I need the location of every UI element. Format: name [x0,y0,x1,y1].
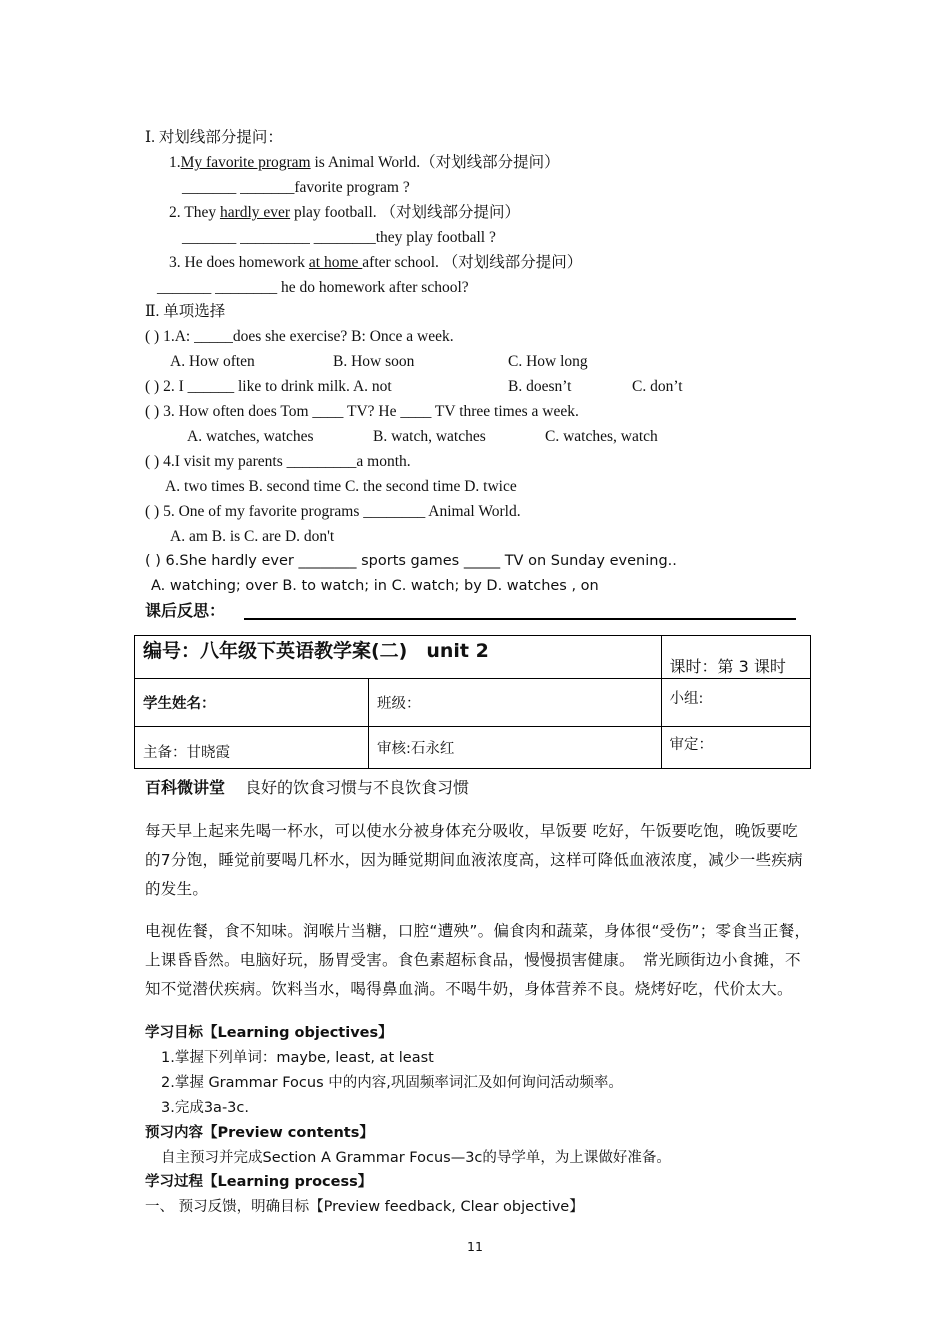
mc-q1-option-c: C. How long [508,353,588,370]
mc-q3-option-b: B. watch, watches [373,428,486,445]
header-period: 课时：第 3 课时 [669,657,786,676]
lecture-label: 百科微讲堂 [145,778,226,797]
student-name-label: 学生姓名： [143,696,216,712]
mc-q2-option-b: B. doesn’t [508,378,572,395]
part1-q1-blanks: _______ _______favorite program ? [182,179,410,196]
reviewer-cell [369,727,662,769]
part2-heading: Ⅱ. 单项选择 [145,303,226,320]
mc-q3-stem: ( ) 3. How often does Tom ____ TV? He ____ TV three times a week. [145,403,579,420]
mc-q1-option-b: B. How soon [333,353,415,370]
lead-teacher: 主备：甘晓霞 [143,745,230,761]
objective-item: 2.掌握 Grammar Focus 中的内容,巩固频率词汇及如何询问活动频率。 [161,1075,623,1091]
part1-q3-blanks: _______ ________ he do homework after school? [157,279,469,296]
group-label: 小组: [669,691,704,707]
mc-q2-option-c: C. don’t [632,378,683,395]
header-title: 编号：八年级下英语教学案(二) unit 2 [143,640,489,662]
approve-label: 审定： [669,737,714,753]
q2-rest: play football. （对划线部分提问） [290,204,521,221]
process-item-1: 一、 预习反馈，明确目标【Preview feedback, Clear objective】 [145,1199,584,1215]
mc-q4-stem: ( ) 4.I visit my parents _________a month. [145,453,411,470]
q2-underlined: hardly ever [219,204,291,221]
mc-q6-options: A. watching; over B. to watch; in C. watch; by D. watches , on [151,578,599,594]
preview-text: 自主预习并完成Section A Grammar Focus—3c的导学单，为上课做好准备。 [161,1150,671,1166]
reflection-label: 课后反思： [145,601,226,620]
lead-cell [135,727,369,769]
process-heading: 学习过程【Learning process】 [145,1174,373,1190]
reviewer: 审核:石永红 [377,741,455,757]
approve-cell [661,727,810,769]
q1-rest: is Animal World.（对划线部分提问） [310,154,560,171]
mc-q1-stem: ( ) 1.A: _____does she exercise? B: Once a week. [145,328,454,345]
preview-heading: 预习内容【Preview contents】 [145,1125,374,1141]
mc-q5-options: A. am B. is C. are D. don't [170,528,335,545]
q3-rest: after school. （对划线部分提问） [362,254,583,271]
mc-q5-stem: ( ) 5. One of my favorite programs ________ Animal World. [145,503,521,520]
objectives-heading: 学习目标【Learning objectives】 [145,1025,393,1041]
objective-item: 3.完成3a-3c. [161,1100,249,1116]
q1-num: 1. [169,154,181,171]
mc-q3-option-a: A. watches, watches [187,428,314,445]
mc-q4-options: A. two times B. second time C. the second time D. twice [165,478,517,495]
mc-q1-option-a: A. How often [170,353,255,370]
header-period-cell [661,636,810,679]
q3-underlined: at home [308,254,363,271]
lecture-paragraph-2: 电视佐餐，食不知味。润喉片当糖，口腔“遭殃”。偏食肉和蔬菜，身体很“受伤”；零食当正餐，上课昏昏然。电脑好玩，肠胃受害。食色素超标食品，慢慢损害健康。 常光顾街边小食摊，不知不觉潜伏疾病。饮料当水，喝得鼻血淌。不喝牛奶，身体营养不良。烧烤好吃，代价太大。 [145,922,811,998]
page-number: 11 [467,1239,483,1254]
mc-q2-stem: ( ) 2. I ______ like to drink milk. A. not [145,378,392,395]
mc-q3-option-c: C. watches, watch [545,428,658,445]
lecture-paragraph-1: 每天早上起来先喝一杯水，可以使水分被身体充分吸收，早饭要 吃好，午饭要吃饱，晚饭要吃的7分饱，睡觉前要喝几杯水，因为睡觉期间血液浓度高，这样可降低血液浓度，减少一些疾病的发生。 [145,822,803,898]
lecture-heading [145,778,469,798]
group-cell [661,679,810,727]
part1-q1 [169,153,560,173]
class-label: 班级： [377,696,421,712]
class-cell [369,679,662,727]
q2-pre: 2. They [169,204,220,221]
lecture-topic: 良好的饮食习惯与不良饮食习惯 [245,778,470,797]
part1-q2-blanks: _______ _________ ________they play football ? [182,229,496,246]
objective-item: 1.掌握下列单词：maybe, least, at least [161,1050,434,1066]
part1-q3 [169,253,582,273]
header-title-cell [135,636,662,679]
q3-pre: 3. He does homework [169,254,309,271]
lesson-header-table [134,635,811,769]
mc-q6-stem: ( ) 6.She hardly ever ________ sports games _____ TV on Sunday evening.. [145,553,677,569]
part1-q2 [169,203,520,223]
student-name-cell [135,679,369,727]
reflection-line [244,618,796,620]
q1-underlined: My favorite program [180,154,311,171]
part1-heading: Ⅰ. 对划线部分提问： [145,129,283,146]
